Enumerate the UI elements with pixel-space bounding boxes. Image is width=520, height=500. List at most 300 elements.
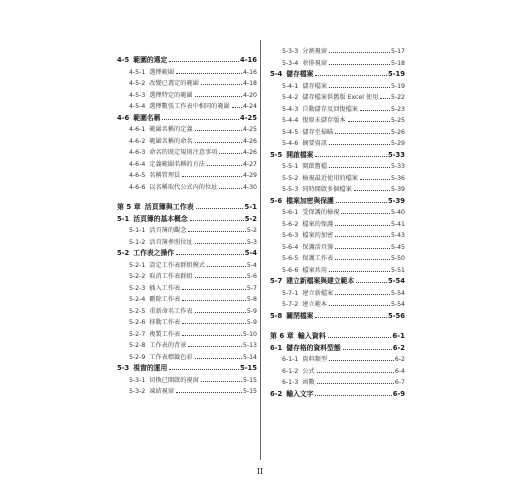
toc-entry-number: 5-3-2: [129, 388, 146, 395]
dot-leader: [329, 167, 390, 168]
toc-entry-number: 6-1: [270, 343, 283, 352]
toc-entry-title: 活頁簿參照位址: [149, 238, 193, 246]
toc-entry-number: 5-4-6: [282, 140, 299, 147]
toc-entry-page: 6-4: [394, 367, 405, 375]
dot-leader: [354, 190, 390, 191]
toc-subsection[interactable]: [117, 283, 257, 295]
toc-entry-title: 同時開啟多個檔案: [302, 186, 352, 193]
toc-entry-title: 輸入資料: [297, 332, 326, 340]
dot-leader: [201, 381, 242, 382]
toc-entry-page: 5-26: [390, 128, 405, 136]
toc-entry-number: 5-6-6: [282, 266, 299, 274]
toc-entry-number: 4-6-4: [129, 160, 146, 168]
toc-entry-number: 5-2: [117, 249, 130, 257]
toc-entry-number: 5-6-1: [282, 209, 299, 216]
toc-entry-page: 4-29: [242, 172, 257, 179]
toc-entry-number: 4-6-5: [129, 172, 146, 179]
toc-subsection[interactable]: [270, 92, 405, 104]
toc-subsection[interactable]: [117, 182, 257, 194]
toc-entry-page: 5-10: [242, 330, 257, 338]
toc-subsection[interactable]: [117, 67, 257, 79]
toc-entry-number: 6-1-2: [282, 367, 299, 375]
toc-entry-page: 5-36: [390, 174, 405, 182]
toc-section[interactable]: [270, 276, 405, 288]
toc-subsection[interactable]: [117, 136, 257, 148]
toc-subsection[interactable]: [270, 207, 405, 219]
toc-entry-number: 6-1-1: [282, 356, 299, 363]
toc-entry-page: 5-39: [390, 186, 405, 193]
toc-entry-title: 活頁簿的基本概念: [133, 214, 188, 223]
toc-entry-title: 選擇範圍: [149, 68, 175, 76]
toc-subsection[interactable]: [270, 81, 405, 93]
toc-entry-page: 4-30: [242, 183, 257, 191]
toc-entry-title: 建立新檔案: [302, 289, 334, 297]
toc-entry-page: 5-9: [246, 319, 257, 326]
toc-entry-number: 4-6-2: [129, 137, 146, 145]
toc-entry-title: 檢視最近使用的檔案: [302, 174, 358, 182]
toc-subsection[interactable]: [270, 265, 405, 277]
toc-entry-page: 4-16: [239, 56, 257, 64]
dot-leader: [195, 243, 246, 244]
toc-entry-number: 4-6-1: [129, 126, 146, 133]
toc-subsection[interactable]: [270, 377, 405, 389]
toc-entry-number: 5-2-7: [129, 330, 146, 338]
toc-subsection[interactable]: [117, 294, 257, 306]
dot-leader: [335, 248, 390, 249]
dot-leader: [162, 119, 239, 120]
toc-entry-number: 5-3-1: [129, 376, 146, 384]
dot-leader: [182, 289, 246, 290]
dot-leader: [335, 133, 390, 134]
dot-leader: [348, 121, 390, 122]
toc-entry-page: 5-2: [244, 214, 257, 223]
toc-section[interactable]: [270, 150, 405, 162]
dot-leader: [328, 337, 392, 338]
toc-entry-page: 6-7: [394, 379, 405, 386]
toc-entry-page: 5-33: [387, 150, 405, 159]
dot-leader: [315, 156, 387, 157]
toc-subsection[interactable]: [270, 104, 405, 116]
toc-entry-number: 5-6-3: [282, 232, 299, 239]
toc-entry-page: 5-9: [246, 307, 257, 315]
dot-leader: [329, 144, 390, 145]
toc-entry-title: 凍結視窗: [149, 388, 175, 395]
dot-leader: [315, 75, 387, 76]
toc-entry-number: 5-5-3: [282, 186, 299, 193]
toc-entry-number: 5-4: [270, 70, 283, 78]
toc-entry-page: 5-25: [390, 117, 405, 124]
toc-entry-number: 5-3-4: [282, 59, 299, 67]
toc-entry-title: 自動儲存及回復檔案: [302, 105, 358, 113]
toc-entry-number: 5-2-5: [129, 307, 146, 315]
dot-leader: [232, 107, 242, 108]
toc-entry-title: 工作表標籤色彩: [149, 353, 193, 361]
toc-entry-page: 6-1: [392, 332, 405, 340]
toc-entry-page: 5-40: [390, 209, 405, 216]
toc-entry-page: 5-4: [246, 261, 257, 269]
dot-leader: [182, 323, 246, 324]
toc-entry-number: 5-2-2: [129, 273, 146, 280]
toc-entry-number: 5-2-1: [129, 261, 146, 269]
toc-entry-page: 4-20: [242, 91, 257, 99]
toc-entry-title: 複製工作表: [149, 330, 181, 338]
toc-subsection[interactable]: [117, 375, 257, 387]
dot-leader: [182, 300, 246, 301]
toc-entry-title: 儲存至掃瞄: [302, 128, 334, 136]
dot-leader: [329, 52, 390, 53]
toc-entry-page: 4-24: [242, 103, 257, 110]
toc-entry-number: 5-3: [117, 364, 130, 372]
toc-entry-title: 檔案加密與保護: [286, 196, 334, 205]
toc-entry-page: 5-8: [246, 296, 257, 303]
toc-subsection[interactable]: [270, 173, 405, 185]
toc-entry-number: 5-1-1: [129, 227, 146, 234]
toc-entry-title: 範圍名稱: [133, 113, 161, 122]
toc-entry-page: 5-18: [390, 59, 405, 67]
toc-entry-title: 工作表的背景: [149, 342, 187, 349]
dot-leader: [176, 73, 242, 74]
toc-entry-number: 5-2-6: [129, 319, 146, 326]
toc-entry-page: 5-15: [242, 376, 257, 384]
toc-entry-page: 5-23: [390, 105, 405, 113]
toc-entry-number: 5-2-4: [129, 296, 146, 303]
toc-entry-page: 5-7: [246, 284, 257, 292]
toc-entry-title: 公式: [302, 367, 315, 375]
toc-entry-title: 插入工作表: [149, 284, 181, 292]
toc-subsection[interactable]: [270, 219, 405, 231]
dot-leader: [169, 61, 239, 62]
toc-entry-number: 5-6-4: [282, 243, 299, 251]
toc-entry-number: 5-8: [270, 311, 283, 320]
dot-leader: [195, 358, 242, 359]
toc-entry-page: 4-26: [242, 149, 257, 156]
toc-section[interactable]: [117, 363, 257, 375]
dot-leader: [329, 64, 390, 65]
toc-column-right: [270, 46, 405, 400]
dot-leader: [188, 346, 242, 347]
toc-entry-number: 4-5-1: [129, 68, 146, 76]
dot-leader: [317, 372, 394, 373]
toc-entry-title: 儲存檔案: [302, 82, 328, 90]
toc-entry-title: 定義範圍名稱的方法: [149, 160, 205, 168]
toc-entry-page: 4-26: [242, 137, 257, 145]
toc-subsection[interactable]: [270, 161, 405, 173]
toc-entry-page: 5-50: [390, 255, 405, 262]
dot-leader: [196, 208, 244, 209]
toc-section[interactable]: [270, 69, 405, 81]
toc-entry-number: 4-6-6: [129, 183, 146, 191]
toc-entry-number: 5-2-3: [129, 284, 146, 292]
dot-leader: [315, 395, 391, 396]
toc-entry-page: 5-54: [390, 289, 405, 297]
toc-entry-number: 5-4-1: [282, 82, 299, 90]
dot-leader: [195, 312, 246, 313]
toc-entry-page: 4-16: [242, 68, 257, 76]
toc-subsection[interactable]: [117, 352, 257, 364]
toc-entry-number: 5-6-5: [282, 255, 299, 262]
toc-entry-page: 5-3: [246, 238, 257, 246]
toc-subsection[interactable]: [270, 184, 405, 196]
toc-entry-page: 5-2: [246, 227, 257, 234]
toc-entry-title: 檔案共用: [302, 266, 328, 274]
toc-entry-number: 5-4-3: [282, 105, 299, 113]
toc-entry-page: 5-51: [390, 266, 405, 274]
toc-entry-number: 6-1-3: [282, 379, 299, 386]
toc-entry-page: 5-41: [390, 220, 405, 228]
toc-subsection[interactable]: [117, 317, 257, 329]
toc-entry-page: 5-54: [387, 277, 405, 285]
toc-entry-number: 4-5: [117, 56, 130, 64]
toc-subsection[interactable]: [270, 58, 405, 70]
toc-entry-page: 5-39: [387, 196, 405, 205]
dot-leader: [190, 220, 244, 221]
toc-subsection[interactable]: [117, 260, 257, 272]
toc-subsection[interactable]: [117, 340, 257, 352]
toc-entry-title: 保護工作表: [302, 255, 334, 262]
toc-entry-number: 5-4-2: [282, 94, 299, 101]
toc-entry-title: 刪除工作表: [149, 296, 181, 303]
toc-entry-title: 關閉檔案: [286, 311, 314, 320]
toc-subsection[interactable]: [270, 127, 405, 139]
dot-leader: [195, 142, 242, 143]
toc-entry-title: 分割視窗: [302, 48, 328, 55]
toc-subsection[interactable]: [117, 271, 257, 283]
toc-subsection[interactable]: [117, 124, 257, 136]
dot-leader: [329, 271, 390, 272]
toc-entry-number: 5-1: [117, 214, 130, 223]
dot-leader: [335, 259, 390, 260]
toc-entry-title: 重新命名工作表: [149, 307, 193, 315]
toc-chapter[interactable]: [270, 331, 405, 343]
toc-entry-title: 視窗的運用: [133, 364, 168, 372]
section-gap: [117, 46, 257, 55]
toc-entry-title: 選擇特定的範圍: [149, 91, 193, 99]
toc-entry-number: 5-2-8: [129, 342, 146, 349]
dot-leader: [176, 392, 242, 393]
toc-entry-page: 6-9: [392, 389, 405, 398]
dot-leader: [195, 130, 242, 131]
dot-leader: [329, 87, 390, 88]
toc-chapter[interactable]: [117, 202, 257, 214]
toc-entry-page: 4-27: [242, 160, 257, 168]
toc-entry-number: 5-6-2: [282, 220, 299, 228]
toc-entry-number: 5-4-5: [282, 128, 299, 136]
toc-entry-title: 輸入文字: [286, 389, 314, 398]
toc-subsection[interactable]: [117, 306, 257, 318]
toc-entry-page: 4-18: [242, 80, 257, 87]
toc-entry-title: 選擇數張工作表中相同的範圍: [149, 103, 230, 110]
dot-leader: [360, 110, 390, 111]
toc-subsection[interactable]: [270, 46, 405, 58]
toc-entry-title: 建立新檔案與建立範本: [286, 277, 355, 285]
toc-entry-page: 5-43: [390, 232, 405, 239]
section-gap: [270, 322, 405, 331]
toc-entry-page: 5-54: [390, 301, 405, 308]
toc-entry-number: 5-2-9: [129, 353, 146, 361]
toc-subsection[interactable]: [270, 253, 405, 265]
dot-leader: [195, 277, 246, 278]
dot-leader: [207, 266, 246, 267]
toc-entry-title: 活頁簿與工作表: [144, 203, 194, 211]
toc-entry-number: 5-3-3: [282, 48, 299, 55]
toc-entry-title: 範圍的選定: [133, 56, 168, 64]
toc-subsection[interactable]: [117, 101, 257, 113]
toc-entry-title: 活頁簿的觀念: [149, 227, 187, 234]
toc-entry-page: 5-33: [390, 163, 405, 170]
toc-entry-title: 設定工作表群組模式: [149, 261, 205, 269]
toc-entry-number: 4-5-3: [129, 91, 146, 99]
toc-entry-title: 儲存檔案供舊版 Excel 使用: [302, 94, 379, 101]
dot-leader: [360, 179, 390, 180]
toc-entry-page: 5-15: [242, 388, 257, 395]
section-gap: [117, 193, 257, 202]
dot-leader: [380, 98, 390, 99]
toc-subsection[interactable]: [117, 90, 257, 102]
toc-entry-page: 5-45: [390, 243, 405, 251]
toc-subsection[interactable]: [270, 299, 405, 311]
toc-entry-page: 5-4: [244, 249, 257, 257]
toc-entry-title: 保護活頁簿: [302, 243, 334, 251]
toc-subsection[interactable]: [270, 230, 405, 242]
toc-subsection[interactable]: [270, 138, 405, 150]
dot-leader: [195, 96, 242, 97]
toc-entry-page: 6-2: [392, 343, 405, 352]
toc-subsection[interactable]: [117, 159, 257, 171]
dot-leader: [188, 231, 245, 232]
toc-entry-page: 4-25: [242, 126, 257, 133]
toc-entry-title: 檔案的保護: [302, 220, 334, 228]
toc-subsection[interactable]: [270, 115, 405, 127]
toc-subsection[interactable]: [117, 78, 257, 90]
dot-leader: [335, 225, 390, 226]
toc-entry-title: 範圍名稱的命名: [149, 137, 193, 145]
toc-entry-page: 5-56: [387, 311, 405, 320]
toc-entry-title: 復原未儲存版本: [302, 117, 346, 124]
dot-leader: [336, 202, 387, 203]
dot-leader: [169, 369, 239, 370]
toc-entry-title: 並排視窗: [302, 59, 328, 67]
toc-entry-title: 儲存檔案: [286, 70, 314, 78]
toc-entry-number: 4-6: [117, 113, 130, 122]
toc-subsection[interactable]: [270, 366, 405, 378]
toc-entry-title: 檔案的加密: [302, 232, 334, 239]
toc-entry-number: 5-5-2: [282, 174, 299, 182]
dot-leader: [315, 317, 387, 318]
toc-subsection[interactable]: [270, 242, 405, 254]
toc-entry-title: 以名稱取代公式內的位址: [149, 183, 218, 191]
toc-entry-page: 5-17: [390, 48, 405, 55]
toc-subsection[interactable]: [117, 225, 257, 237]
page-number: II: [256, 467, 264, 476]
toc-entry-title: 取消工作表群組: [149, 273, 193, 280]
dot-leader: [329, 360, 394, 361]
toc-entry-number: 第 5 章: [117, 203, 141, 211]
dot-leader: [219, 153, 242, 154]
toc-section[interactable]: [117, 113, 257, 125]
dot-leader: [329, 305, 390, 306]
toc-section[interactable]: [270, 311, 405, 323]
toc-entry-title: 受保護的檢視: [302, 209, 340, 216]
toc-entry-number: 5-5: [270, 150, 283, 159]
toc-entry-number: 5-7-2: [282, 301, 299, 308]
toc-entry-number: 4-5-2: [129, 80, 146, 87]
toc-entry-title: 開啟舊檔: [302, 163, 328, 170]
toc-entry-number: 5-7: [270, 277, 283, 285]
toc-entry-title: 摘要資訊: [302, 140, 328, 147]
toc-entry-page: 6-2: [394, 356, 405, 363]
dot-leader: [356, 282, 387, 283]
toc-entry-number: 6-2: [270, 389, 283, 398]
toc-section[interactable]: [270, 389, 405, 401]
toc-section[interactable]: [117, 55, 257, 67]
dot-leader: [343, 349, 392, 350]
toc-entry-number: 4-6-3: [129, 149, 146, 156]
toc-entry-number: 4-5-4: [129, 103, 146, 110]
toc-entry-page: 5-15: [239, 364, 257, 372]
toc-section[interactable]: [117, 214, 257, 226]
toc-subsection[interactable]: [270, 354, 405, 366]
toc-entry-page: 5-1: [244, 203, 257, 211]
toc-entry-number: 第 6 章: [270, 332, 294, 340]
toc-section[interactable]: [117, 248, 257, 260]
toc-entry-page: 5-22: [390, 94, 405, 101]
dot-leader: [176, 254, 244, 255]
toc-column-left: [117, 46, 257, 398]
dot-leader: [335, 236, 390, 237]
toc-entry-title: 工作表之操作: [133, 249, 175, 257]
toc-entry-title: 名稱管理員: [149, 172, 181, 179]
toc-subsection[interactable]: [270, 288, 405, 300]
toc-entry-number: 5-7-1: [282, 289, 299, 297]
toc-entry-title: 資料類型: [302, 356, 328, 363]
toc-entry-page: 5-19: [390, 82, 405, 90]
dot-leader: [182, 335, 242, 336]
toc-section[interactable]: [270, 196, 405, 208]
toc-entry-title: 函數: [302, 379, 315, 386]
toc-entry-title: 移動工作表: [149, 319, 181, 326]
dot-leader: [341, 213, 390, 214]
toc-entry-page: 5-14: [242, 353, 257, 361]
dot-leader: [335, 294, 390, 295]
toc-entry-title: 範圍名稱的定義: [149, 126, 193, 133]
toc-entry-title: 切換已開啟的視窗: [149, 376, 199, 384]
toc-entry-page: 5-13: [242, 342, 257, 349]
column-divider: [260, 40, 261, 460]
toc-entry-title: 改變已選定的範圍: [149, 80, 199, 87]
toc-entry-page: 4-25: [239, 113, 257, 122]
dot-leader: [219, 188, 242, 189]
toc-subsection[interactable]: [117, 170, 257, 182]
toc-entry-number: 5-4-4: [282, 117, 299, 124]
toc-entry-title: 開啟檔案: [286, 150, 314, 159]
dot-leader: [207, 165, 242, 166]
toc-subsection[interactable]: [117, 386, 257, 398]
toc-entry-page: 5-19: [387, 70, 405, 78]
toc-subsection[interactable]: [117, 329, 257, 341]
dot-leader: [317, 383, 394, 384]
dot-leader: [201, 84, 242, 85]
toc-entry-number: 5-5-1: [282, 163, 299, 170]
dot-leader: [182, 176, 242, 177]
toc-entry-number: 5-6: [270, 196, 283, 205]
toc-subsection[interactable]: [117, 147, 257, 159]
toc-subsection[interactable]: [117, 237, 257, 249]
toc-entry-title: 命名的既定規則注意事項: [149, 149, 218, 156]
toc-entry-page: 5-6: [246, 273, 257, 280]
toc-entry-title: 建立範本: [302, 301, 328, 308]
toc-section[interactable]: [270, 343, 405, 355]
toc-entry-page: 5-29: [390, 140, 405, 147]
